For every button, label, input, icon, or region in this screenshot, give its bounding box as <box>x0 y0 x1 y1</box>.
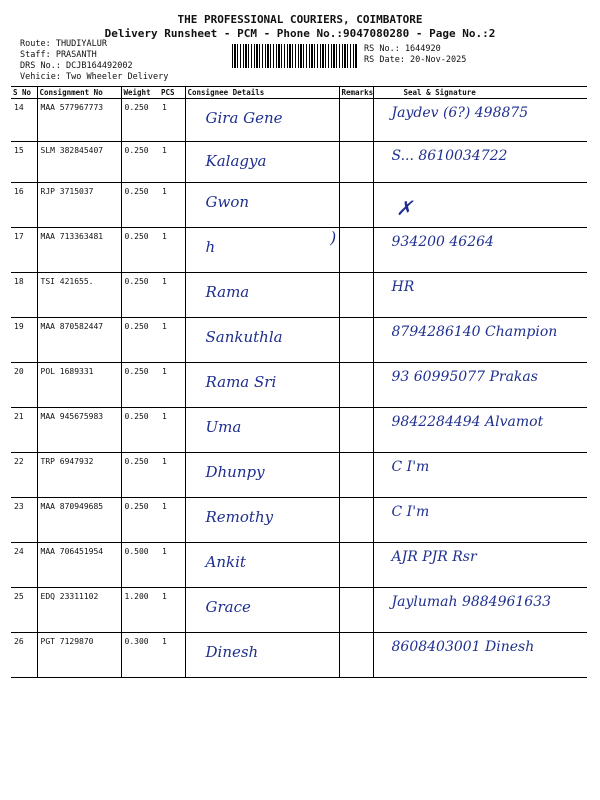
row-seal-handwriting: Jaydev (6?) 498875 <box>391 105 529 121</box>
row-pcs: 1 <box>159 228 185 273</box>
row-weight: 1.200 <box>121 588 159 633</box>
row-consignee-handwriting: Sankuthla <box>205 328 283 346</box>
row-weight: 0.250 <box>121 318 159 363</box>
table-row <box>11 453 587 498</box>
row-consignment: TRP 6947932 <box>37 453 121 498</box>
row-sno: 23 <box>11 498 37 543</box>
table-row <box>11 273 587 318</box>
row-sno: 21 <box>11 408 37 453</box>
row-sno: 22 <box>11 453 37 498</box>
row-seal-handwriting: 8608403001 Dinesh <box>391 639 535 655</box>
row-seal <box>373 498 587 543</box>
row-weight: 0.250 <box>121 273 159 318</box>
row-consignee-handwriting: Dinesh <box>205 643 259 661</box>
row-remarks <box>339 183 373 228</box>
row-consignee <box>185 408 339 453</box>
row-consignee <box>185 498 339 543</box>
table-row <box>11 543 587 588</box>
row-weight: 0.250 <box>121 99 159 142</box>
row-consignee <box>185 99 339 142</box>
table-row <box>11 363 587 408</box>
row-sno: 17 <box>11 228 37 273</box>
row-consignee-handwriting: Remothy <box>205 508 274 526</box>
row-sno: 19 <box>11 318 37 363</box>
runsheet-subtitle: Delivery Runsheet - PCM - Phone No.:9047080280 - Page No.:2 <box>104 27 496 40</box>
row-consignment: MAA 713363481 <box>37 228 121 273</box>
row-pcs: 1 <box>159 273 185 318</box>
row-seal <box>373 99 587 142</box>
row-seal-handwriting: 93 60995077 Prakas <box>391 369 538 385</box>
table-row <box>11 498 587 543</box>
handwritten-mark: ) <box>330 228 337 247</box>
row-consignment: MAA 706451954 <box>37 543 121 588</box>
row-seal <box>373 543 587 588</box>
row-seal-handwriting: HR <box>391 279 415 295</box>
row-seal-handwriting: AJR PJR Rsr <box>391 549 477 565</box>
row-sno: 16 <box>11 183 37 228</box>
row-pcs: 1 <box>159 318 185 363</box>
row-consignee <box>185 588 339 633</box>
row-consignee-handwriting: Ankit <box>205 553 246 571</box>
row-weight: 0.250 <box>121 408 159 453</box>
row-consignment: PGT 7129870 <box>37 633 121 678</box>
col-seal: Seal & Signature <box>373 87 587 99</box>
row-weight: 0.300 <box>121 633 159 678</box>
row-pcs: 1 <box>159 99 185 142</box>
row-seal <box>373 633 587 678</box>
row-remarks <box>339 498 373 543</box>
row-weight: 0.250 <box>121 453 159 498</box>
row-sno: 14 <box>11 99 37 142</box>
vehicle-label: Vehicie: Two Wheeler Delivery <box>20 72 169 82</box>
rs-number: RS No.: 1644920 <box>364 44 441 54</box>
row-pcs: 1 <box>159 183 185 228</box>
row-remarks <box>339 543 373 588</box>
row-consignee <box>185 363 339 408</box>
row-consignee <box>185 273 339 318</box>
row-pcs: 1 <box>159 408 185 453</box>
row-pcs: 1 <box>159 142 185 183</box>
row-consignee <box>185 633 339 678</box>
row-consignee <box>185 318 339 363</box>
row-sno: 25 <box>11 588 37 633</box>
row-pcs: 1 <box>159 543 185 588</box>
row-seal <box>373 588 587 633</box>
row-seal-handwriting: 9842284494 Alvamot <box>391 414 544 430</box>
row-pcs: 1 <box>159 633 185 678</box>
row-consignee-handwriting: Uma <box>205 418 242 436</box>
barcode <box>232 44 358 68</box>
rs-date: RS Date: 20-Nov-2025 <box>364 55 467 65</box>
row-weight: 0.500 <box>121 543 159 588</box>
row-remarks <box>339 228 373 273</box>
row-seal-handwriting: 934200 46264 <box>391 234 494 250</box>
row-weight: 0.250 <box>121 363 159 408</box>
row-sno: 20 <box>11 363 37 408</box>
staff-label: Staff: PRASANTH <box>20 50 97 60</box>
col-remarks: Remarks <box>339 87 373 99</box>
table-row <box>11 228 587 273</box>
row-consignee <box>185 142 339 183</box>
row-seal-handwriting: C I'm <box>391 459 430 475</box>
row-consignee-handwriting: Gira Gene <box>205 109 283 127</box>
row-pcs: 1 <box>159 363 185 408</box>
row-consignee <box>185 453 339 498</box>
row-seal <box>373 142 587 183</box>
row-sno: 24 <box>11 543 37 588</box>
row-remarks <box>339 453 373 498</box>
row-consignment: POL 1689331 <box>37 363 121 408</box>
row-seal <box>373 273 587 318</box>
row-pcs: 1 <box>159 453 185 498</box>
table-row <box>11 318 587 363</box>
table-row <box>11 408 587 453</box>
company-title: THE PROFESSIONAL COURIERS, COIMBATORE <box>177 13 423 26</box>
row-remarks <box>339 273 373 318</box>
row-consignee-handwriting: Kalagya <box>205 152 267 170</box>
row-consignee <box>185 183 339 228</box>
row-consignee-handwriting: Rama <box>205 283 250 301</box>
row-consignment: MAA 870582447 <box>37 318 121 363</box>
row-consignee-handwriting: h <box>205 238 216 256</box>
col-pcs: PCS <box>159 87 185 99</box>
col-weight: Weight <box>121 87 159 99</box>
row-weight: 0.250 <box>121 228 159 273</box>
row-remarks <box>339 633 373 678</box>
row-seal <box>373 228 587 273</box>
table-row <box>11 588 587 633</box>
row-consignment: TSI 421655. <box>37 273 121 318</box>
signature-scribble: ✗ <box>396 196 413 220</box>
row-remarks <box>339 408 373 453</box>
row-seal-handwriting: Jaylumah 9884961633 <box>391 594 552 610</box>
row-remarks <box>339 588 373 633</box>
row-consignee-handwriting: Rama Sri <box>205 373 277 391</box>
row-remarks <box>339 363 373 408</box>
table-row <box>11 183 587 228</box>
row-pcs: 1 <box>159 498 185 543</box>
row-consignment: RJP 3715037 <box>37 183 121 228</box>
row-seal-handwriting: C I'm <box>391 504 430 520</box>
row-consignee <box>185 543 339 588</box>
row-seal-handwriting: S... 8610034722 <box>391 148 508 164</box>
row-consignment: MAA 945675983 <box>37 408 121 453</box>
col-sno: S No <box>11 87 37 99</box>
table-row <box>11 99 587 142</box>
col-consignee: Consignee Details <box>185 87 339 99</box>
row-weight: 0.250 <box>121 498 159 543</box>
row-weight: 0.250 <box>121 142 159 183</box>
row-seal <box>373 408 587 453</box>
row-consignment: SLM 382845407 <box>37 142 121 183</box>
row-consignment: EDQ 23311102 <box>37 588 121 633</box>
row-sno: 26 <box>11 633 37 678</box>
row-consignee-handwriting: Grace <box>205 598 251 616</box>
table-header-row <box>11 87 587 99</box>
route-label: Route: THUDIYALUR <box>20 39 107 49</box>
table-row <box>11 142 587 183</box>
row-consignee-handwriting: Gwon <box>205 193 250 211</box>
row-seal-handwriting: 8794286140 Champion <box>391 324 558 340</box>
row-remarks <box>339 99 373 142</box>
drs-label: DRS No.: DCJB164492002 <box>20 61 133 71</box>
row-seal <box>373 318 587 363</box>
row-consignee <box>185 228 339 273</box>
runsheet-table <box>11 86 587 678</box>
row-seal <box>373 363 587 408</box>
row-consignment: MAA 870949685 <box>37 498 121 543</box>
table-row <box>11 633 587 678</box>
row-weight: 0.250 <box>121 183 159 228</box>
row-sno: 18 <box>11 273 37 318</box>
row-sno: 15 <box>11 142 37 183</box>
row-consignment: MAA 577967773 <box>37 99 121 142</box>
row-remarks <box>339 318 373 363</box>
row-pcs: 1 <box>159 588 185 633</box>
row-seal <box>373 453 587 498</box>
row-consignee-handwriting: Dhunpy <box>205 463 265 481</box>
row-remarks <box>339 142 373 183</box>
col-consignment: Consignment No <box>37 87 121 99</box>
